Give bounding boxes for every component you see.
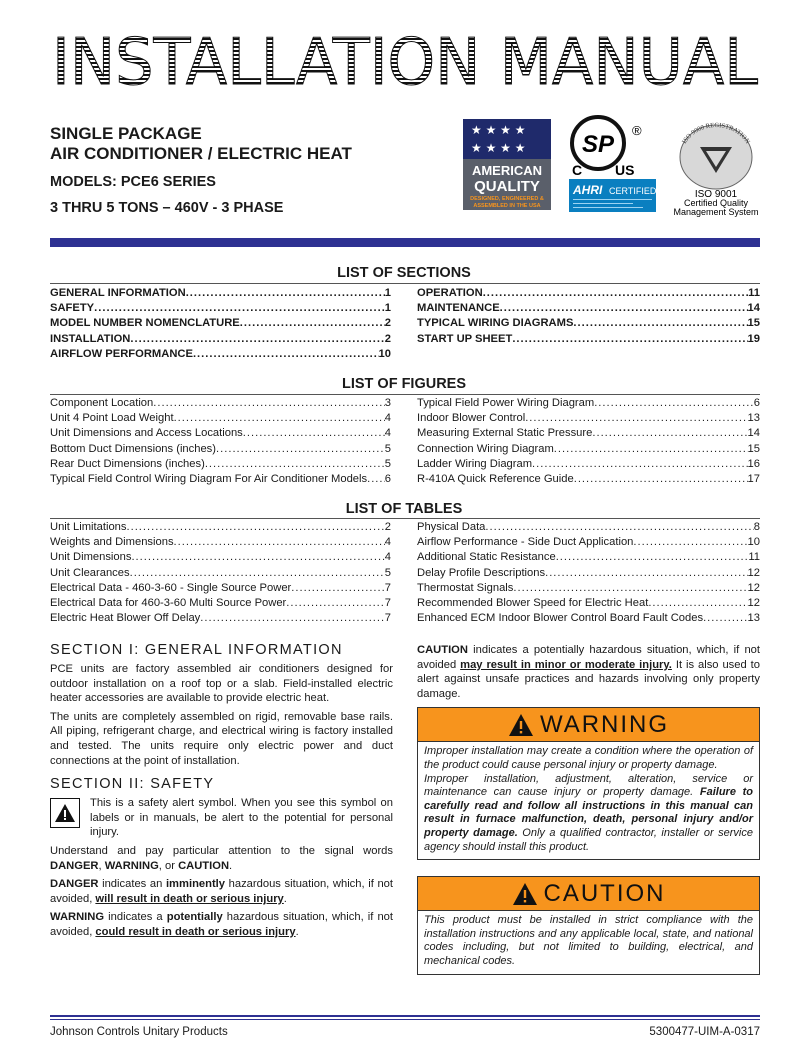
toc-entry-page: 4 xyxy=(384,427,391,440)
toc-entry-page: 4 xyxy=(384,551,391,564)
caution-box-title: CAUTION xyxy=(543,879,666,907)
toc-leader-dots xyxy=(216,442,385,457)
ahri-wordmark: AHRI xyxy=(573,183,603,197)
section1-body xyxy=(50,662,393,768)
american-quality-logo xyxy=(463,119,551,210)
toc-entry-label: Unit Limitations xyxy=(50,521,127,533)
toc-entry xyxy=(50,396,391,411)
caution-definition: CAUTION indicates a potentially hazardous situation, which, if not avoided may result in minor or moderate injury. It is also used to alert against unsafe practices and hazards involving only property damage. xyxy=(417,644,760,700)
header-divider-bar xyxy=(50,238,760,247)
danger-definition: DANGER indicates an imminently hazardous situation, which, if not avoided, will result in death or serious injury. xyxy=(50,878,393,905)
safety-alert-icon xyxy=(50,798,80,828)
manual-banner xyxy=(50,18,760,96)
toc-entry-page: 6 xyxy=(384,473,391,486)
warning-definition: WARNING indicates a potentially hazardous situation, which, if not avoided, could result in death or serious injury. xyxy=(50,911,394,938)
banner-svg xyxy=(50,18,760,96)
signal-words-para: Understand and pay particular attention to the signal words DANGER, WARNING, or CAUTION. xyxy=(50,844,393,872)
toc-entry-label: OPERATION xyxy=(417,287,483,299)
toc-leader-dots xyxy=(512,332,747,347)
toc-entry-page: 13 xyxy=(747,412,760,425)
toc-leader-dots xyxy=(153,396,385,411)
toc-entry-page: 7 xyxy=(384,581,391,594)
toc-entry-page: 2 xyxy=(384,317,391,330)
toc-leader-dots xyxy=(240,316,385,331)
toc-entry-page: 15 xyxy=(747,442,760,455)
toc-entry-label: TYPICAL WIRING DIAGRAMS xyxy=(417,317,574,330)
toc-entry-label: Indoor Blower Control xyxy=(417,412,526,425)
toc-entry xyxy=(417,520,760,535)
toc-entry xyxy=(50,411,391,426)
toc-entry-label: SAFETY xyxy=(50,302,95,315)
american-quality-svg xyxy=(463,119,551,210)
toc-entry-page: 6 xyxy=(753,397,760,409)
toc-entry-page: 19 xyxy=(747,332,760,345)
toc-entry xyxy=(50,286,391,301)
toc-entry-page: 10 xyxy=(747,536,760,549)
toc-entry xyxy=(50,596,391,611)
toc-entry-label: Additional Static Resistance xyxy=(417,551,556,564)
toc-leader-dots xyxy=(130,566,385,581)
toc-leader-dots xyxy=(592,426,747,441)
iso-svg xyxy=(666,121,766,217)
toc-entry-label: Component Location xyxy=(50,397,154,409)
toc-entry-label: MODEL NUMBER NOMENCLATURE xyxy=(50,317,240,330)
toc-entry xyxy=(417,550,760,565)
section2-heading: SECTION II: SAFETY xyxy=(50,776,215,793)
toc-leader-dots xyxy=(485,520,753,535)
warning-box-body xyxy=(418,742,759,859)
toc-entry xyxy=(50,347,391,362)
toc-entry-label: Delay Profile Descriptions xyxy=(417,566,546,579)
figures-rule xyxy=(50,394,760,395)
toc-entry xyxy=(417,286,760,301)
toc-entry xyxy=(50,457,391,472)
tables-rule xyxy=(50,518,760,519)
toc-entry xyxy=(50,442,391,457)
toc-entry xyxy=(50,472,391,487)
caution-box-header xyxy=(418,877,759,911)
alert-symbol-text: This is a safety alert symbol. When you see this symbol on labels or in manuals, be alert to the potential for personal injury. xyxy=(90,797,393,839)
toc-entry-label: Ladder Wiring Diagram xyxy=(417,457,533,470)
aq-line2: QUALITY xyxy=(474,178,540,195)
toc-entry-label: Measuring External Static Pressure xyxy=(417,427,593,440)
warning-line2: Improper installation, adjustment, alteration, service or maintenance can cause injury or property damage. Failure to carefully read and follow all instructions in this manual can result in furnace malfunction, death, personal injury and/or property damage. Only a qualified contractor, installer or service agency should install this product. xyxy=(424,772,753,853)
aq-sub1: DESIGNED, ENGINEERED & xyxy=(470,196,544,202)
toc-entry-page: 13 xyxy=(747,612,760,625)
toc-entry xyxy=(50,316,391,331)
iso-line2: Certified Quality xyxy=(683,198,749,208)
toc-entry xyxy=(417,472,760,487)
toc-leader-dots xyxy=(483,286,748,301)
header-line2: AIR CONDITIONER / ELECTRIC HEAT xyxy=(50,144,352,163)
svg-text:★ ★ ★ ★: ★ ★ ★ ★ xyxy=(471,141,526,155)
toc-entry xyxy=(50,550,391,565)
figures-list-left xyxy=(50,396,391,487)
toc-leader-dots xyxy=(545,566,747,581)
alert-symbol-row xyxy=(50,796,393,840)
toc-entry-page: 2 xyxy=(384,521,391,533)
caution-box-body: This product must be installed in strict compliance with the installation instructions and any applicable local, state, and national codes including, but not limited to building, electrical, and mechanical codes. xyxy=(424,914,753,967)
footer-company: Johnson Controls Unitary Products xyxy=(50,1026,228,1038)
header-tonnage: 3 THRU 5 TONS – 460V - 3 PHASE xyxy=(50,200,284,216)
section1-heading: SECTION I: GENERAL INFORMATION xyxy=(50,642,343,658)
toc-entry-page: 3 xyxy=(384,397,391,409)
section2-body xyxy=(50,796,393,939)
csa-mark: SP xyxy=(581,131,615,158)
caution-box xyxy=(417,876,760,974)
toc-entry xyxy=(50,426,391,441)
toc-entry-label: Unit Dimensions and Access Locations xyxy=(50,427,243,440)
toc-entry-label: Typical Field Power Wiring Diagram xyxy=(417,397,595,409)
toc-leader-dots xyxy=(648,596,747,611)
toc-entry-label: Electrical Data - 460-3-60 - Single Source Power xyxy=(50,581,292,594)
toc-entry xyxy=(417,396,760,411)
figures-title: LIST OF FIGURES xyxy=(341,376,467,392)
toc-entry-label: Rear Duct Dimensions (inches) xyxy=(50,457,205,470)
toc-entry xyxy=(50,332,391,347)
toc-entry-label: MAINTENANCE xyxy=(417,302,500,315)
toc-entry-label: Physical Data xyxy=(417,521,486,533)
toc-entry xyxy=(417,411,760,426)
toc-entry-label: Unit Dimensions xyxy=(50,551,132,564)
svg-text:★ ★ ★ ★: ★ ★ ★ ★ xyxy=(471,123,526,137)
tables-list-right xyxy=(417,520,760,626)
toc-entry-label: R-410A Quick Reference Guide xyxy=(417,473,574,486)
toc-entry-label: Bottom Duct Dimensions (inches) xyxy=(50,442,217,455)
sections-rule xyxy=(50,283,760,284)
toc-entry-page: 12 xyxy=(747,566,760,579)
toc-entry-label: Connection Wiring Diagram xyxy=(417,442,554,455)
section1-p2: The units are completely assembled on rigid, removable base rails. All piping, refrigerant charge, and electrical wiring is factory installed and tested. The units require only electric power and duct connections at the point of installation. xyxy=(50,710,393,767)
toc-entry-page: 7 xyxy=(384,612,391,625)
toc-entry xyxy=(50,520,391,535)
toc-entry-label: Enhanced ECM Indoor Blower Control Board Fault Codes xyxy=(417,612,704,625)
toc-entry-page: 4 xyxy=(384,536,391,549)
left-column xyxy=(50,642,393,944)
toc-entry xyxy=(417,426,760,441)
figures-list-right xyxy=(417,396,760,487)
toc-leader-dots xyxy=(703,611,747,626)
toc-entry-page: 2 xyxy=(384,332,391,345)
toc-entry-label: GENERAL INFORMATION xyxy=(50,287,186,299)
toc-entry-page: 17 xyxy=(747,473,760,486)
header-models: MODELS: PCE6 SERIES xyxy=(50,174,216,190)
toc-entry-page: 5 xyxy=(384,457,391,470)
toc-entry xyxy=(50,581,391,596)
toc-entry xyxy=(50,535,391,550)
toc-entry xyxy=(417,566,760,581)
toc-leader-dots xyxy=(243,426,385,441)
toc-entry xyxy=(417,596,760,611)
toc-entry xyxy=(417,301,760,316)
aq-sub2: ASSEMBLED IN THE USA xyxy=(473,203,541,209)
toc-entry-label: Airflow Performance - Side Duct Application xyxy=(417,536,634,549)
toc-leader-dots xyxy=(200,611,385,626)
footer-rule-thick xyxy=(50,1015,760,1017)
warning-box-header xyxy=(418,708,759,742)
iso-line1: ISO 9001 xyxy=(694,189,738,200)
toc-leader-dots xyxy=(525,411,747,426)
toc-leader-dots xyxy=(94,301,385,316)
toc-leader-dots xyxy=(174,535,385,550)
section1-p1: PCE units are factory assembled air conditioners designed for outdoor installation on a roof top or a slab. Field-installed electric heater accessories are available to provide electric heat. xyxy=(50,663,393,705)
sections-list-left xyxy=(50,286,391,362)
toc-leader-dots xyxy=(291,581,385,596)
toc-entry-page: 10 xyxy=(378,347,391,360)
toc-entry-page: 7 xyxy=(384,597,391,610)
toc-entry-page: 15 xyxy=(747,317,760,330)
csa-registered: ® xyxy=(632,123,642,138)
toc-leader-dots xyxy=(574,472,748,487)
toc-entry xyxy=(417,535,760,550)
toc-entry-label: Electric Heat Blower Off Delay xyxy=(50,612,201,625)
warning-line1: Improper installation may create a condition where the operation of the product could cause personal injury or property damage. xyxy=(424,745,753,771)
toc-entry-label: Weights and Dimensions xyxy=(50,536,174,549)
caution-triangle-icon xyxy=(512,882,538,906)
toc-leader-dots xyxy=(573,316,747,331)
toc-leader-dots xyxy=(130,332,384,347)
toc-leader-dots xyxy=(286,596,384,611)
toc-entry xyxy=(50,566,391,581)
aq-line1: AMERICAN xyxy=(471,163,543,178)
iso-logo xyxy=(666,121,766,217)
iso-line3: Management System xyxy=(673,207,759,217)
toc-entry xyxy=(50,301,391,316)
toc-leader-dots xyxy=(174,411,385,426)
toc-entry-label: INSTALLATION xyxy=(50,332,131,345)
toc-leader-dots xyxy=(193,347,379,362)
toc-entry-label: Unit 4 Point Load Weight xyxy=(50,412,174,425)
toc-entry-page: 5 xyxy=(384,566,391,579)
footer-doc-number: 5300477-UIM-A-0317 xyxy=(649,1026,760,1038)
toc-entry-page: 12 xyxy=(747,581,760,594)
toc-entry-label: Unit Clearances xyxy=(50,566,130,579)
csa-c: C xyxy=(572,162,583,178)
banner-title: INSTALLATION MANUAL xyxy=(52,26,759,96)
toc-entry xyxy=(417,442,760,457)
toc-entry-page: 16 xyxy=(747,457,760,470)
ahri-svg xyxy=(569,179,656,212)
toc-entry xyxy=(417,581,760,596)
warning-triangle-icon xyxy=(508,713,534,737)
toc-entry xyxy=(50,611,391,626)
tables-list-left xyxy=(50,520,391,626)
toc-leader-dots xyxy=(131,550,384,565)
toc-leader-dots xyxy=(500,301,748,316)
sections-list-right xyxy=(417,286,760,347)
toc-leader-dots xyxy=(554,442,748,457)
csa-logo xyxy=(560,113,660,178)
toc-entry-page: 5 xyxy=(384,442,391,455)
toc-entry-label: Electrical Data for 460-3-60 Multi Source Power xyxy=(50,597,287,610)
toc-leader-dots xyxy=(126,520,384,535)
toc-entry xyxy=(417,457,760,472)
iso-ring-text: ISO 9000 REGISTRATION xyxy=(681,121,751,146)
csa-svg xyxy=(560,113,660,178)
ahri-certified: CERTIFIED xyxy=(609,186,656,196)
toc-entry-label: Typical Field Control Wiring Diagram For Air Conditioner Models xyxy=(50,473,368,486)
toc-entry xyxy=(417,332,760,347)
toc-leader-dots xyxy=(594,396,754,411)
toc-entry-page: 14 xyxy=(747,302,760,315)
toc-entry-label: Recommended Blower Speed for Electric Heat xyxy=(417,597,649,610)
toc-leader-dots xyxy=(367,472,385,487)
toc-entry xyxy=(417,611,760,626)
toc-leader-dots xyxy=(186,286,385,301)
warning-box-title: WARNING xyxy=(539,710,670,738)
toc-entry-label: START UP SHEET xyxy=(417,332,513,345)
footer-rule-thin xyxy=(50,1019,760,1020)
toc-leader-dots xyxy=(532,457,748,472)
toc-entry-page: 11 xyxy=(748,551,760,564)
toc-entry-page: 1 xyxy=(384,287,391,299)
toc-entry-page: 1 xyxy=(384,302,391,315)
toc-entry-page: 12 xyxy=(747,597,760,610)
ahri-logo xyxy=(569,179,656,212)
toc-leader-dots xyxy=(633,535,747,550)
toc-entry-page: 14 xyxy=(747,427,760,440)
warning-box xyxy=(417,707,760,860)
csa-us: US xyxy=(615,162,635,178)
tables-title: LIST OF TABLES xyxy=(345,501,463,517)
toc-entry-label: Thermostat Signals xyxy=(417,581,514,594)
right-column xyxy=(417,643,760,975)
toc-entry-page: 11 xyxy=(748,287,760,299)
header-line1: SINGLE PACKAGE xyxy=(50,124,202,143)
product-header xyxy=(50,124,450,218)
toc-leader-dots xyxy=(513,581,747,596)
toc-leader-dots xyxy=(556,550,749,565)
toc-entry-page: 8 xyxy=(753,521,760,533)
toc-entry-label: AIRFLOW PERFORMANCE xyxy=(50,347,193,360)
toc-entry xyxy=(417,316,760,331)
sections-title: LIST OF SECTIONS xyxy=(337,265,471,281)
toc-leader-dots xyxy=(205,457,385,472)
toc-entry-page: 4 xyxy=(384,412,391,425)
